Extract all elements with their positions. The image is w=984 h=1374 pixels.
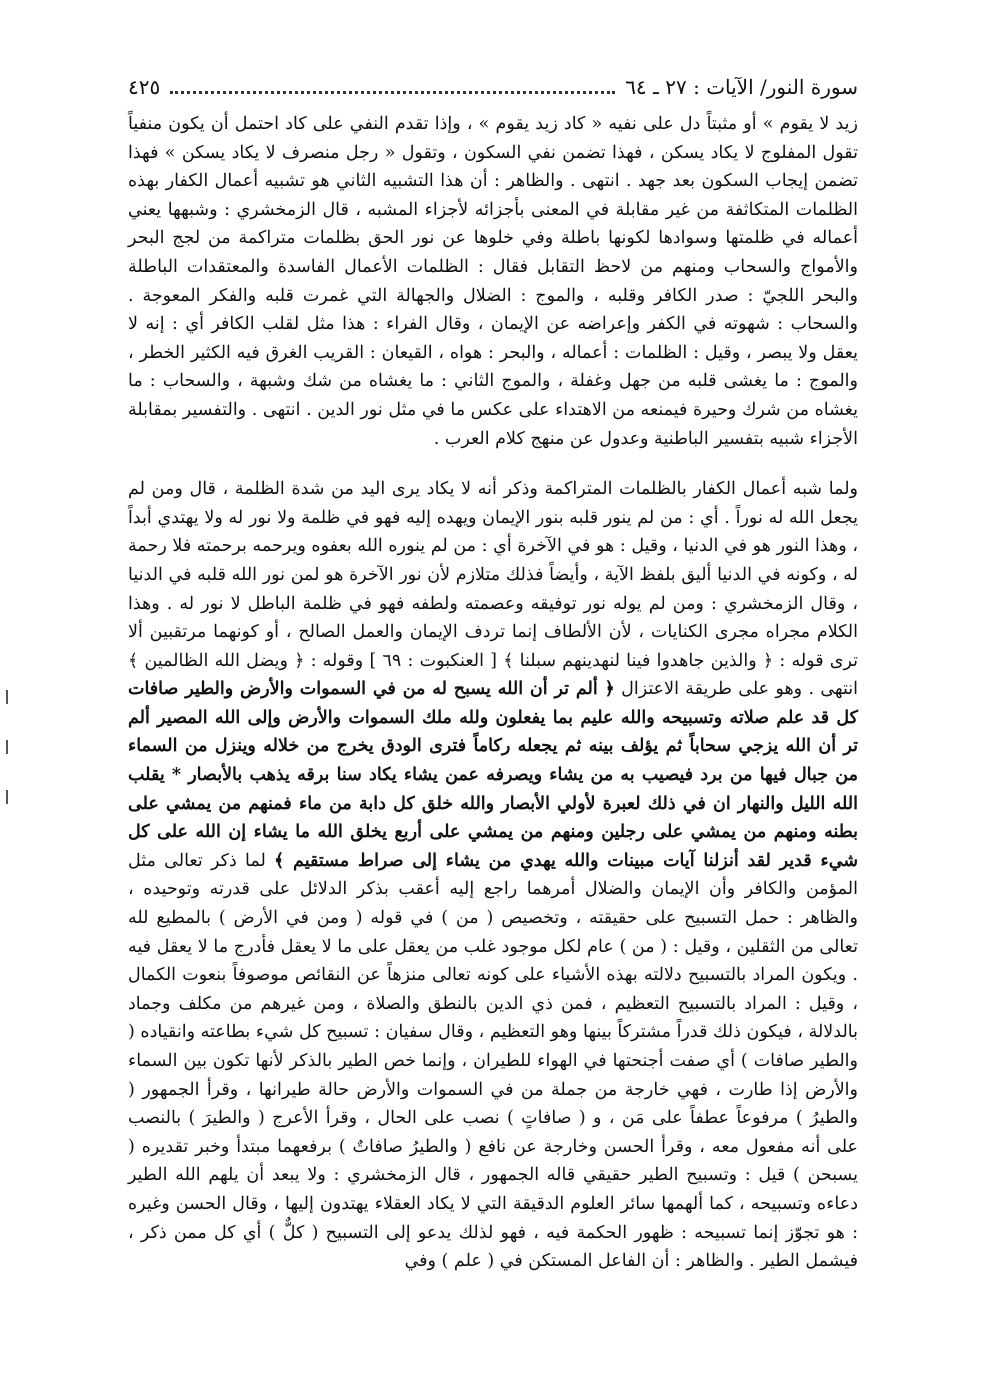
header-leader-dots bbox=[170, 81, 615, 94]
scan-artifact bbox=[80, 8, 140, 22]
quran-verse: ﴿ ألم تر أن الله يسبح له من في السموات والأرض والطير صافات كل قد علم صلاته وتسبيحه والله عليم بما يفعلون ولله ملك السموات والأرض وإلى الله المصير ألم تر أن الله يزجي سحاباً ثم يؤلف بينه ثم يجعله ركاماً فترى الودق يخرج من خلاله وينزل من السماء من جبال فيها من برد فيصيب به من يشاء ويصرفه عمن يشاء يكاد سنا برقه يذهب بالأبصار * يقلب الله الليل والنهار ان في ذلك لعبرة لأولي الأبصار والله خلق كل دابة من ماء فمنهم من يمشي على بطنه ومنهم من يمشي على رجلين ومنهم من يمشي على أربع يخلق الله ما يشاء إن الله على كل شيء قدير لقد أنزلنا آيات مبينات والله يهدي من يشاء إلى صراط مستقيم ﴾ bbox=[128, 679, 858, 871]
margin-mark bbox=[6, 740, 8, 754]
page-body bbox=[128, 110, 858, 1276]
margin-mark bbox=[6, 790, 8, 804]
paragraph-1 bbox=[128, 110, 858, 453]
surah-title: سورة النور/ الآيات : ٢٧ ـ ٦٤ bbox=[625, 75, 858, 99]
paragraph-1-text: زيد لا يقوم » أو مثبتاً دل على نفيه « كاد زيد يقوم » ، وإذا تقدم النفي على كاد احتمل أن يكون منفياً تقول المفلوج لا يكاد يسكن ، فهذا تضمن نفي السكون ، وتقول « رجل منصرف لا يكاد يسكن » فهذا تضمن إيجاب السكون بعد جهد . انتهى . والظاهر : أن هذا التشبيه الثاني هو تشبيه أعمال الكفار بهذه الظلمات المتكاثفة من غير مقابلة في المعنى بأجزائه لأجزاء المشبه ، قال الزمخشري : وشبهها يعني أعماله في ظلمتها وسوادها لكونها باطلة وفي خلوها عن نور الحق بظلمات متراكمة من لجج البحر والأمواج والسحاب ومنهم من لاحظ التقابل فقال : الظلمات الأعمال الفاسدة والمعتقدات الباطلة والبحر اللجيّ : صدر الكافر وقلبه ، والموج : الضلال والجهالة التي غمرت قلبه والفكر المعوجة . والسحاب : شهوته في الكفر وإعراضه عن الإيمان ، وقال الفراء : هذا مثل لقلب الكافر أي : إنه لا يعقل ولا يبصر ، وقيل : الظلمات : أعماله ، والبحر : هواه ، القيعان : القريب الغرق فيه الكثير الخطر ، والموج : ما يغشى قلبه من جهل وغفلة ، والموج الثاني : ما يغشاه من شك وشبهة ، والسحاب : ما يغشاه من شرك وحيرة فيمنعه من الاهتداء على عكس ما في مثل نور الدين . انتهى . والتفسير بمقابلة الأجزاء شبيه بتفسير الباطنية وعدول عن منهج كلام العرب . bbox=[128, 114, 858, 449]
page-number: ٤٢٥ bbox=[128, 75, 161, 99]
paragraph-2 bbox=[128, 475, 858, 1276]
margin-mark bbox=[6, 690, 8, 704]
paragraph-2-intro: ولما شبه أعمال الكفار بالظلمات المتراكمة وذكر أنه لا يكاد يرى اليد من شدة الظلمة ، قال ومن لم يجعل الله له نوراً . أي : من لم ينور قلبه بنور الإيمان ويهده إليه فهو في ظلمة ولا نور له ولا يهتدي أبداً ، وهذا النور هو في الدنيا ، وقيل : هو في الآخرة أي : من لم ينوره الله بعفوه ويرحمه برحمته فلا رحمة له ، وكونه في الدنيا أليق بلفظ الآية ، وأيضاً فذلك متلازم لأن نور الآخرة هو لمن نور الله قلبه في الدنيا ، وقال الزمخشري : ومن لم يوله نور توفيقه وعصمته ولطفه فهو في ظلمة الباطل لا نور له . وهذا الكلام مجراه مجرى الكنايات ، لأن الألطاف إنما تردف الإيمان والعمل الصالح ، أو كونهما مرتقبين ألا ترى قوله : ﴿ والذين جاهدوا فينا لنهدينهم سبلنا ﴾ [ العنكبوت : ٦٩ ] وقوله : ﴿ ويضل الله الظالمين ﴾ انتهى . وهو على طريقة الاعتزال bbox=[128, 479, 859, 700]
paragraph-2-commentary: لما ذكر تعالى مثل المؤمن والكافر وأن الإيمان والضلال أمرهما راجع إليه أعقب بذكر الدلائل على قدرته وتوحيده ، والظاهر : حمل التسبيح على حقيقته ، وتخصيص ( من ) في قوله ( ومن في الأرض ) بالمطيع لله تعالى من الثقلين ، وقيل : ( من ) عام لكل موجود غلب من يعقل على ما لا يعقل فأدرج ما لا يعقل فيه . ويكون المراد بالتسبيح دلالته بهذه الأشياء على كونه تعالى منزهاً عن النقائص موصوفاً بنعوت الكمال ، وقيل : المراد بالتسبيح التعظيم ، فمن ذي الدين بالنطق والصلاة ، ومن غيرهم من مكلف وجماد بالدلالة ، فيكون ذلك قدراً مشتركاً بينها وهو التعظيم ، وقال سفيان : تسبيح كل شيء بطاعته وانقياده ( والطير صافات ) أي صفت أجنحتها في الهواء للطيران ، وإنما خص الطير بالذكر لأنها تكون بين السماء والأرض إذا طارت ، فهي خارجة من جملة من في السموات والأرض حالة طيرانها ، وقرأ الجمهور ( والطيرُ ) مرفوعاً عطفاً على مَن ، و ( صافاتٍ ) نصب على الحال ، وقرأ الأعرج ( والطيرَ ) بالنصب على أنه مفعول معه ، وقرأ الحسن وخارجة عن نافع ( والطيرُ صافاتٌ ) برفعهما مبتدأ وخبر تقديره ( يسبحن ) قيل : وتسبيح الطير حقيقي قاله الجمهور ، قال الزمخشري : ولا يبعد أن يلهم الله الطير دعاءه وتسبيحه ، كما ألهمها سائر العلوم الدقيقة التي لا يكاد العقلاء يهتدون إليها ، وقال الحسن وغيره : هو تجوّز إنما تسبيحه : ظهور الحكمة فيه ، فهو لذلك يدعو إلى التسبيح ( كلٌّ ) أي كل ممن ذكر ، فيشمل الطير . والظاهر : أن الفاعل المستكن في ( علم ) وفي bbox=[128, 850, 858, 1272]
running-header bbox=[128, 70, 858, 104]
